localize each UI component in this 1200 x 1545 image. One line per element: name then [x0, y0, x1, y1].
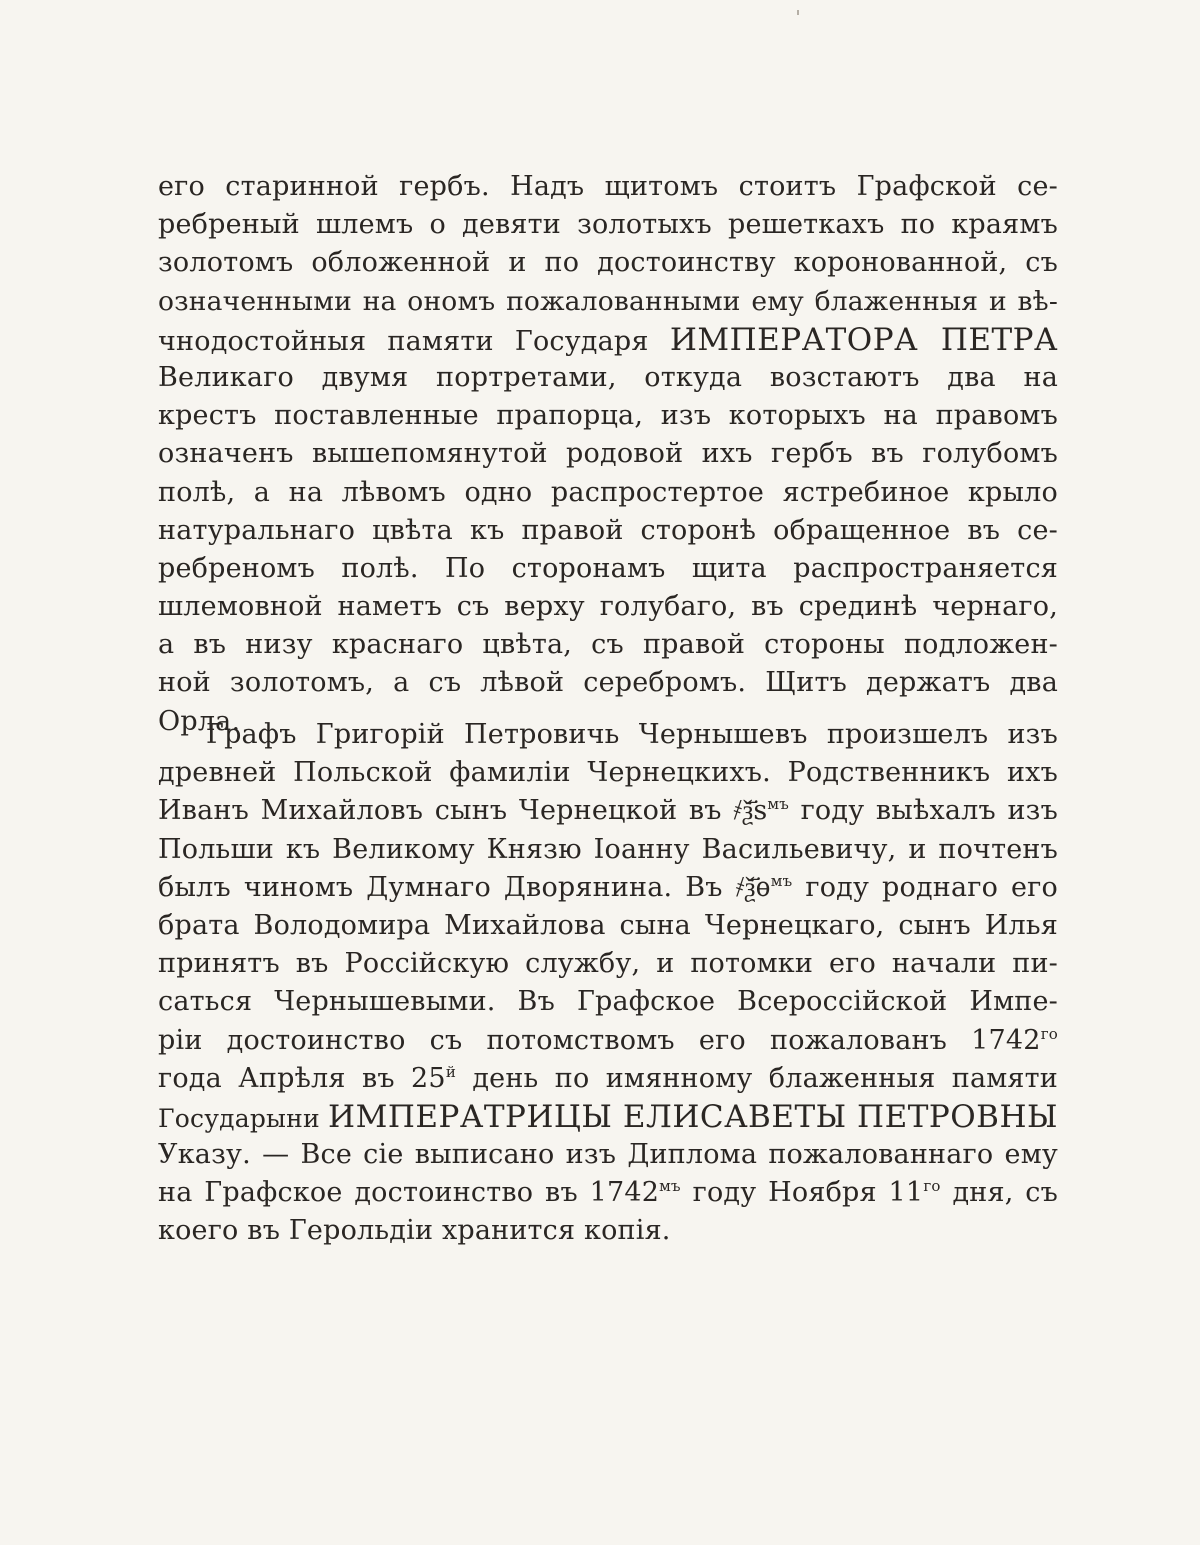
page-speck [797, 10, 799, 15]
text-line: Великаго двумя портретами, откуда возстаютъ два на [158, 361, 1058, 393]
ordinal-suffix: го [923, 1177, 941, 1196]
text-line: полѣ, а на лѣвомъ одно распростертое ястребиное крыло [158, 476, 1058, 508]
empress-title: ИМПЕРАТРИЦЫ ЕЛИСАВЕТЫ ПЕТРОВНЫ [328, 1098, 1058, 1135]
text-line: коего въ Герольдіи хранится копія. [158, 1215, 671, 1247]
text-line: крестъ поставленные прапорца, изъ которыхъ на правомъ [158, 400, 1058, 432]
text-line: а въ низу краснаго цвѣта, съ правой стороны подложен- [158, 629, 1058, 661]
text-line: натуральнаго цвѣта къ правой сторонѣ обращенное въ се- [158, 514, 1058, 546]
text-line: Орла. [158, 705, 241, 737]
text-line [158, 869, 1058, 907]
line-text: день по имянному блаженныя памяти [456, 1062, 1059, 1094]
paragraph-chernyshev-history [158, 716, 1058, 1251]
text-line: саться Чернышевыми. Въ Графское Всероссійской Импе- [158, 986, 1058, 1018]
text-line: Польши къ Великому Князю Іоанну Васильевичу, и почтенъ [158, 833, 1058, 865]
text-line: ребреный шлемъ о девяти золотыхъ решеткахъ по краямъ [158, 209, 1058, 241]
text-line: его старинной гербъ. Надъ щитомъ стоитъ Графской се- [158, 171, 1058, 202]
text-line [158, 1098, 1058, 1136]
text-line: означенными на ономъ пожалованными ему блаженныя и вѣ- [158, 285, 1058, 317]
line-text: ріи достоинство съ потомствомъ его пожалованъ 1742 [158, 1024, 1041, 1056]
ordinal-suffix: й [445, 1062, 457, 1081]
text-line: принятъ въ Россійскую службу, и потомки его начали пи- [158, 948, 1058, 980]
line-text: былъ чиномъ Думнаго Дворянина. Въ [158, 871, 736, 903]
text-line [158, 321, 1058, 359]
line-text: году роднаго его [792, 871, 1058, 903]
ordinal-suffix: мъ [659, 1177, 681, 1196]
line-text: году выѣхалъ изъ [789, 795, 1058, 827]
text-line [158, 1174, 1058, 1212]
line-text: Государыни [158, 1103, 329, 1133]
text-line: древней Польской фамиліи Чернецкихъ. Родственникъ ихъ [158, 757, 1058, 789]
text-line [158, 1060, 1058, 1098]
text-line: Графъ Григорій Петровичь Чернышевъ произшелъ изъ [206, 719, 1058, 750]
text-line: Указу. — Все сіе выписано изъ Диплома пожалованнаго ему [158, 1139, 1058, 1171]
slavonic-year: ҂ѯ҃ѕ [733, 795, 768, 827]
slavonic-year: ҂ѯ҃ѳ [735, 871, 771, 903]
text-line: золотомъ обложенной и по достоинству коронованной, съ [158, 247, 1058, 279]
ordinal-suffix: го [1040, 1024, 1058, 1043]
paragraph-arms-description [158, 168, 1058, 741]
ordinal-suffix: мъ [767, 795, 789, 814]
text-line: ной золотомъ, а съ лѣвой серебромъ. Щитъ держатъ два [158, 667, 1058, 699]
text-line [158, 792, 1058, 830]
line-text: года Апрѣля въ 25 [158, 1062, 446, 1094]
line-text: году Ноября 11 [680, 1177, 924, 1209]
ordinal-suffix: мъ [770, 871, 793, 890]
text-line [158, 1022, 1058, 1060]
line-text: чнодостойныя памяти Государя [158, 325, 670, 357]
text-line: шлемовной наметъ съ верху голубаго, въ срединѣ чернаго, [158, 591, 1058, 623]
text-line: означенъ вышепомянутой родовой ихъ гербъ въ голубомъ [158, 438, 1058, 470]
line-text: на Графское достоинство въ 1742 [158, 1177, 660, 1209]
emperor-title: ИМПЕРАТОРА ПЕТРА [669, 321, 1058, 358]
line-text: Иванъ Михайловъ сынъ Чернецкой въ [158, 795, 734, 827]
text-line: ребреномъ полѣ. По сторонамъ щита распространяется [158, 552, 1058, 584]
line-text: дня, съ [940, 1177, 1058, 1209]
text-line: брата Володомира Михайлова сына Чернецкаго, сынъ Илья [158, 909, 1058, 941]
